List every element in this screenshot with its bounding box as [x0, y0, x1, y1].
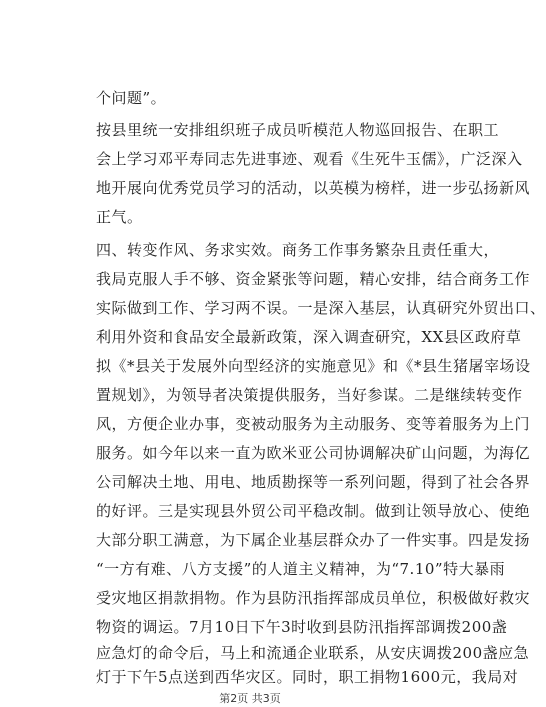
text-line: 个问题”。: [96, 89, 167, 107]
text-line: 正气。: [96, 208, 143, 226]
text-line: 地开展向优秀党员学习的活动，以英模为榜样，进一步弘扬新风: [96, 179, 531, 197]
text-line: 置规划》，为领导者决策提供服务，当好参谋。二是继续转变作: [96, 386, 523, 404]
page-footer: 第2页 共3页: [219, 692, 281, 705]
text-line: 实际做到工作、学习两不误。一是深入基层，认真研究外贸出口、: [96, 299, 546, 317]
text-line: 按县里统一安排组织班子成员听模范人物巡回报告、在职工: [96, 121, 500, 139]
text-line: 灯于下午5点送到西华灾区。同时，职工捐物1600元，我局对: [96, 668, 519, 686]
text-line: 大部分职工满意，为下属企业基层群众办了一件实事。四是发扬: [96, 531, 531, 549]
text-line: 公司解决土地、用电、地质勘探等一系列问题，得到了社会各界: [96, 473, 531, 491]
text-line: 应急灯的命令后，马上和流通企业联系，从安庆调拨200盏应急: [96, 644, 530, 662]
text-line: 拟《*县关于发展外向型经济的实施意见》和《*县生猪屠宰场设: [96, 357, 531, 375]
text-line: 服务。如今年以来一直为欧米亚公司协调解决矿山问题，为海亿: [96, 444, 531, 462]
text-line: “一方有难、八方支援”的人道主义精神，为“7.10”特大暴雨: [96, 560, 506, 578]
text-line: 受灾地区捐款捐物。作为县防汛指挥部成员单位，积极做好救灾: [96, 589, 531, 607]
text-line: 我局克服人手不够、资金紧张等问题，精心安排，结合商务工作: [96, 270, 531, 288]
text-line: 利用外资和食品安全最新政策，深入调查研究，XX县区政府草: [96, 328, 522, 346]
text-line: 风，方便企业办事，变被动服务为主动服务、变等着服务为上门: [96, 415, 531, 433]
text-line: 四、转变作风、务求实效。商务工作事务繁杂且责任重大，: [96, 241, 500, 259]
text-line: 物资的调运。7月10日下午3时收到县防汛指挥部调拨200盏: [96, 618, 508, 636]
text-line: 的好评。三是实现县外贸公司平稳改制。做到让领导放心、使绝: [96, 502, 531, 520]
text-line: 会上学习邓平寿同志先进事迹、观看《生死牛玉儒》，广泛深入: [96, 150, 523, 168]
